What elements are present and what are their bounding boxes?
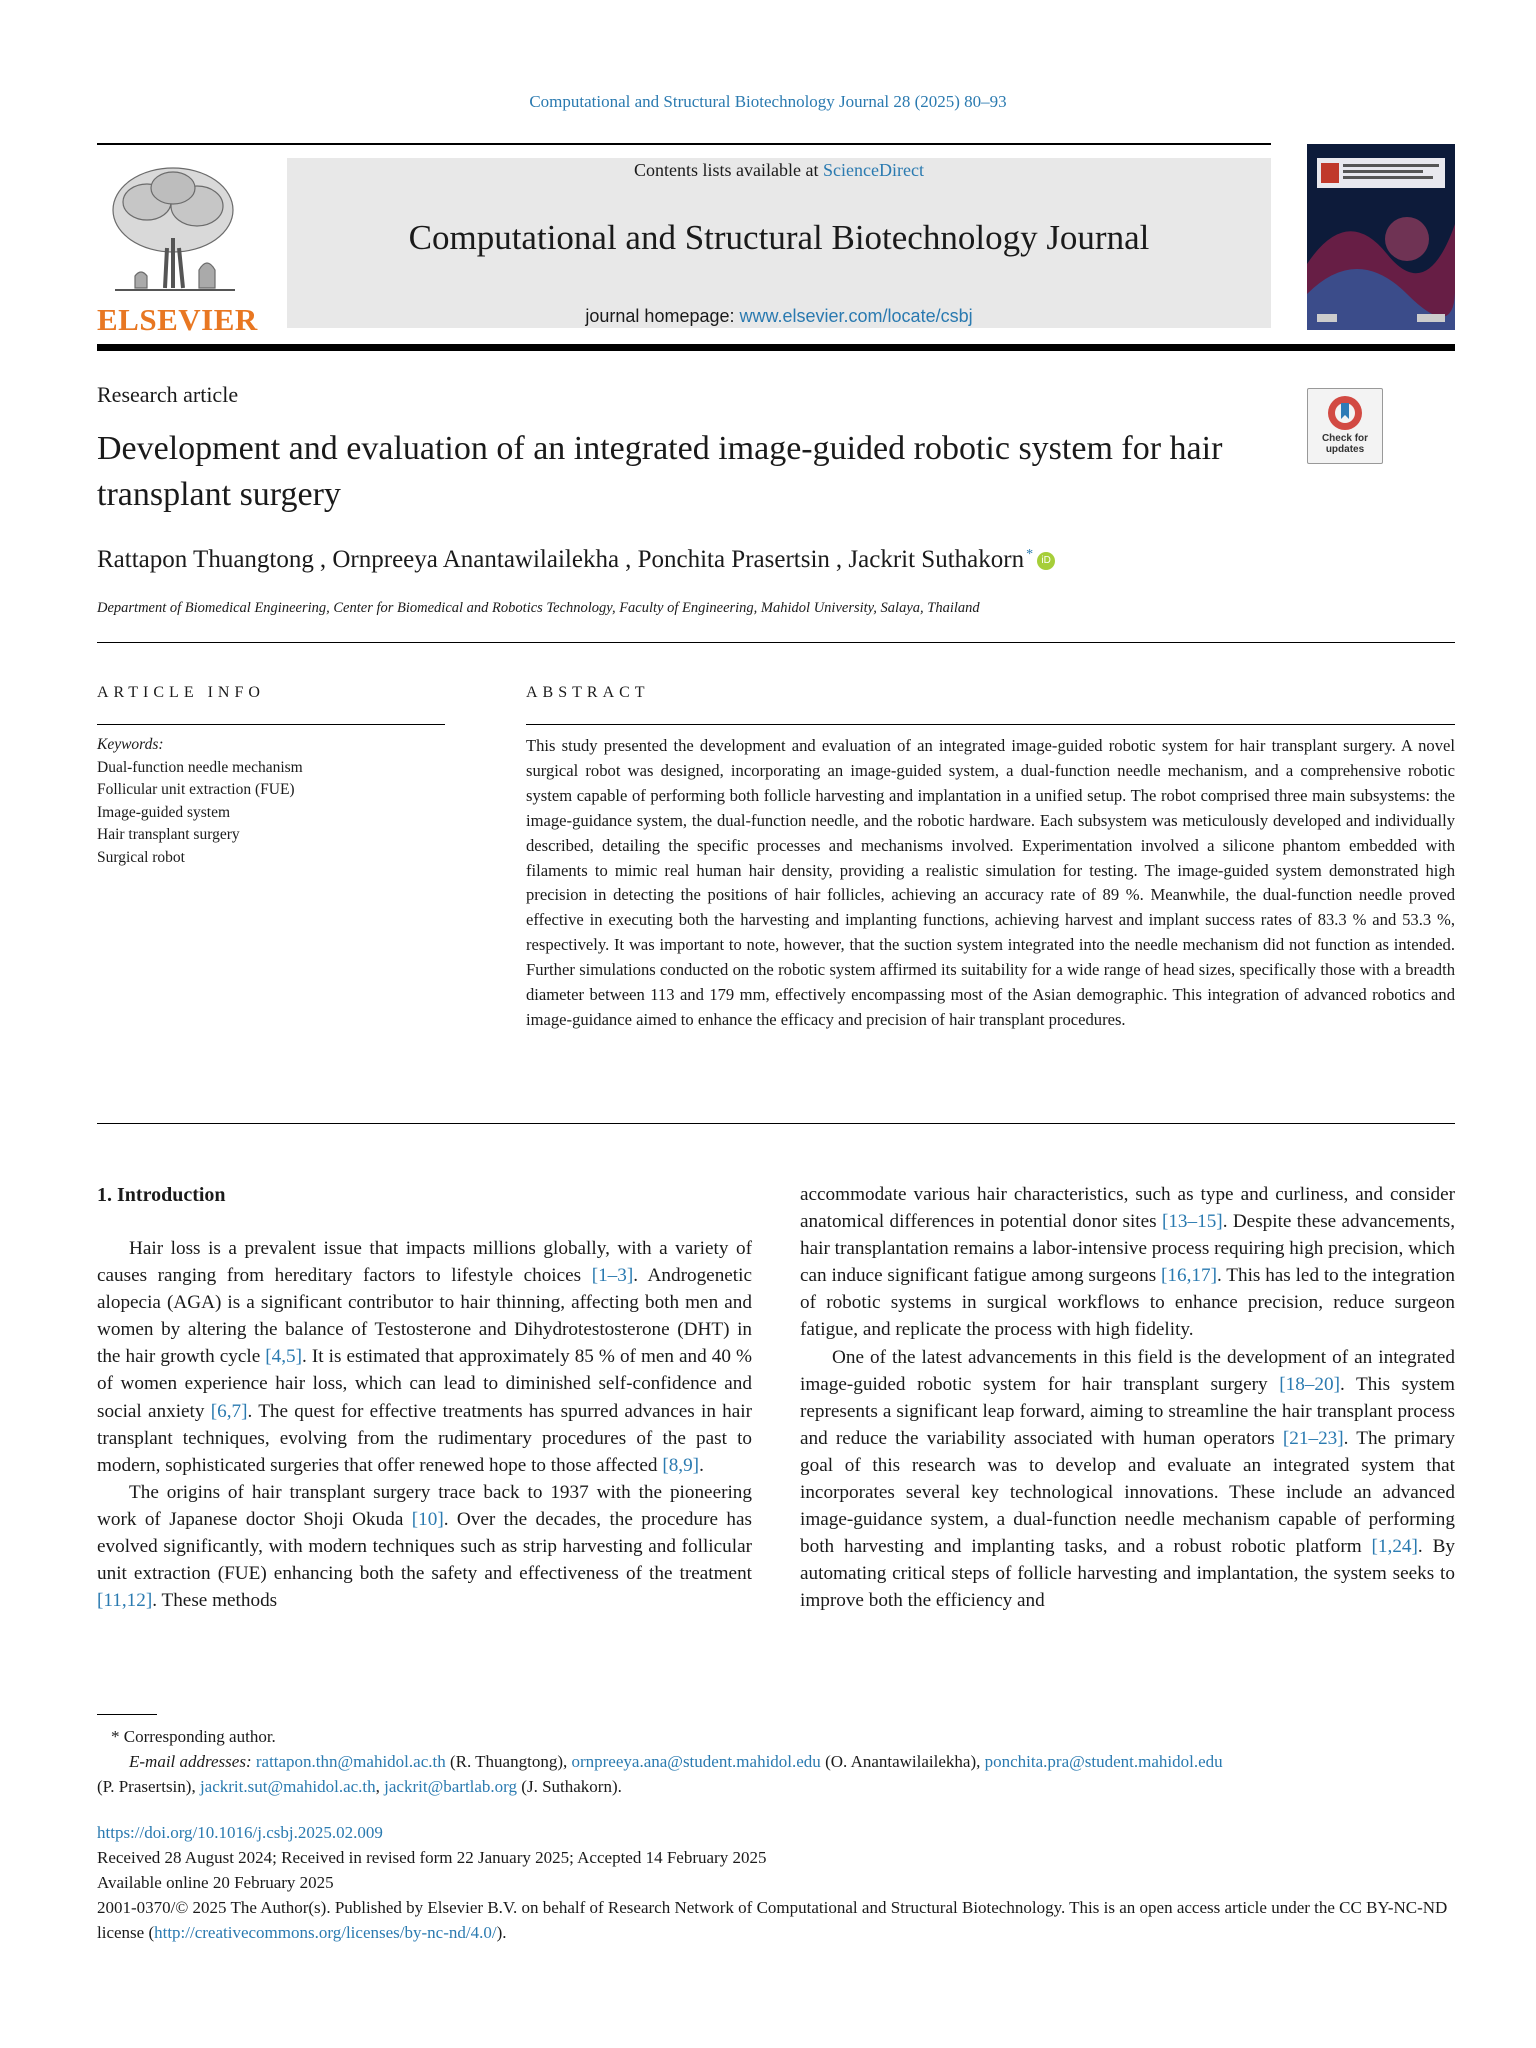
keyword-item: Image-guided system — [97, 803, 231, 821]
crossmark-icon — [1308, 389, 1382, 433]
abstract-bottom-rule — [97, 1123, 1455, 1124]
author-name[interactable]: Ponchita Prasertsin — [637, 546, 830, 573]
abstract-text: This study presented the development and evaluation of an integrated image-guided robotic system for hair transplant surgery. A novel surgical robot was designed, incorporating an image-guided system, a dual-function needle mechanism, and a comprehensive robotic system capable of performing both follicle harvesting and implantation in a unified setup. The robot comprised three main subsystems: the image-guidance system, the dual-function needle, and the robotic hardware. Each subsystem was meticulously developed and individually described, detailing the specific processes and mechanisms involved. Experimentation involved a silicone phantom embedded with filaments to mimic real human hair density, providing a realistic simulation for testing. The image-guided system demonstrated high precision in detecting the positions of hair follicles, achieving an accuracy rate of 89 %. Meanwhile, the dual-function needle proved effective in executing both the harvesting and implanting functions, achieving harvest and implant success rates of 83.3 % and 53.3 %, respectively. It was important to note, however, that the suction system integrated into the needle mechanism did not function as intended. Further simulations conducted on the robotic system affirmed its suitability for a wide range of head sizes, specifically those with a breadth diameter between 113 and 179 mm, effectively encompassing most of the Asian demographic. This integration of advanced robotics and image-guidance aimed to enhance the efficacy and precision of hair transplant procedures. — [526, 736, 1455, 1029]
received-dates: Received 28 August 2024; Received in revised form 22 January 2025; Accepted 14 February 2025 — [97, 1848, 767, 1867]
orcid-icon[interactable]: iD — [1037, 552, 1055, 570]
publication-info — [97, 1820, 1457, 1945]
abstract-rule — [526, 724, 1455, 725]
article-info-rule — [97, 724, 445, 725]
abstract-heading: ABSTRACT — [526, 684, 650, 701]
citation-link[interactable]: [21–23] — [1282, 1427, 1344, 1449]
license-statement: 2001-0370/© 2025 The Author(s). Published by Elsevier B.V. on behalf of Research Network of Computational and Structural Biotechnology. This is an open access article under the CC BY-NC-ND license (http://creativecommons.org/licenses/by-nc-nd/4.0/). — [97, 1898, 1448, 1942]
journal-cover-image[interactable] — [1307, 144, 1455, 330]
citation-link[interactable]: [4,5] — [265, 1346, 303, 1368]
introduction-heading: 1. Introduction — [97, 1184, 226, 1206]
journal-citation[interactable]: Computational and Structural Biotechnology Journal 28 (2025) 80–93 — [529, 92, 1007, 111]
footnote-rule — [97, 1714, 157, 1715]
corresponding-author-note: * Corresponding author. — [111, 1727, 276, 1746]
paragraph: accommodate various hair characteristics, such as type and curliness, and consider anatomical differences in potential donor sites [13–15]. Despite these advancements, hair transplantation remains a labor-intensive process requiring high precision, which can induce significant fatigue among surgeons [16,17]. This has led to the integration of robotic systems in surgical workflows to enhance precision, reduce surgeon fatigue, and replicate the process with high fidelity. — [800, 1184, 1455, 1341]
author-affiliation: Department of Biomedical Engineering, Center for Biomedical and Robotics Technology, Faculty of Engineering, Mahidol University, Salaya, Thailand — [97, 600, 980, 616]
contents-available-line: Contents lists available at ScienceDirect — [634, 160, 924, 180]
paragraph: Hair loss is a prevalent issue that impacts millions globally, with a variety of causes ranging from hereditary factors to lifestyle choices [1–3]. Androgenetic alopecia (AGA) is a significant contributor to hair thinning, affecting both men and women by altering the balance of Testosterone and Dihydrotestosterone (DHT) in the hair growth cycle [4,5]. It is estimated that approximately 85 % of men and 40 % of women experience hair loss, which can lead to diminished self-confidence and social anxiety [6,7]. The quest for effective treatments has spurred advances in hair transplant techniques, evolving from the rudimentary procedures of the past to modern, sophisticated surgeries that offer renewed hope to those affected [8,9]. — [97, 1238, 753, 1476]
citation-link[interactable]: [1,24] — [1371, 1536, 1418, 1558]
header-top-rule — [97, 143, 1271, 145]
right-column — [800, 1181, 1455, 1615]
author-name[interactable]: Ornpreeya Anantawilailekha — [332, 546, 620, 573]
article-type: Research article — [97, 382, 239, 407]
email-link[interactable]: jackrit.sut@mahidol.ac.th — [199, 1777, 376, 1796]
email-link[interactable]: jackrit@bartlab.org — [384, 1777, 518, 1796]
citation-link[interactable]: [16,17] — [1161, 1265, 1217, 1287]
article-title: Development and evaluation of an integrated image-guided robotic system for hair transplant surgery — [97, 430, 1223, 513]
available-online-date: Available online 20 February 2025 — [97, 1873, 334, 1892]
elsevier-wordmark[interactable]: ELSEVIER — [97, 302, 258, 337]
email-link[interactable]: rattapon.thn@mahidol.ac.th — [255, 1752, 446, 1771]
doi-link[interactable]: https://doi.org/10.1016/j.csbj.2025.02.009 — [97, 1823, 383, 1842]
journal-homepage-line: journal homepage: www.elsevier.com/locate/csbj — [585, 306, 973, 326]
corresponding-author-mark[interactable]: * — [1026, 546, 1034, 562]
journal-title: Computational and Structural Biotechnology Journal — [408, 218, 1150, 257]
article-info-heading: ARTICLE INFO — [97, 684, 265, 701]
keywords-list — [97, 734, 303, 869]
email-label: E-mail addresses: — [129, 1752, 252, 1771]
sciencedirect-link[interactable]: ScienceDirect — [823, 160, 924, 180]
keywords-label: Keywords: — [97, 736, 164, 753]
citation-link[interactable]: [10] — [411, 1508, 444, 1530]
author-name[interactable]: Jackrit Suthakorn — [848, 546, 1025, 573]
corresponding-author-footnote: * Corresponding author. E-mail addresses: rattapon.thn@mahidol.ac.th (R. Thuangtong), ornpreeya.ana@student.mahidol.edu (O. Anantawilailekha), ponchita.pra@student.mahidol.edu (P. Prasertsin), jackrit.sut@mahidol.ac.th, jackrit@bartlab.org (J. Suthakorn). — [97, 1724, 1457, 1799]
citation-link[interactable]: [6,7] — [210, 1400, 248, 1422]
check-for-updates-badge[interactable] — [1307, 388, 1383, 464]
left-column — [97, 1235, 752, 1614]
keyword-item: Follicular unit extraction (FUE) — [97, 781, 295, 798]
author-name[interactable]: Rattapon Thuangtong — [97, 546, 314, 573]
citation-link[interactable]: [8,9] — [662, 1454, 700, 1476]
citation-link[interactable]: [11,12] — [97, 1590, 153, 1612]
email-link[interactable]: ornpreeya.ana@student.mahidol.edu — [571, 1752, 821, 1771]
author-list: Rattapon Thuangtong , Ornpreeya Anantawilailekha , Ponchita Prasertsin , Jackrit Suthakorn * iD — [97, 546, 1055, 574]
citation-link[interactable]: [1–3] — [591, 1265, 634, 1287]
keyword-item: Surgical robot — [97, 848, 185, 866]
affiliation-rule — [97, 642, 1455, 643]
paragraph: The origins of hair transplant surgery trace back to 1937 with the pioneering work of Japanese doctor Shoji Okuda [10]. Over the decades, the procedure has evolved significantly, with modern techniques such as strip harvesting and follicular unit extraction (FUE) enhancing both the safety and effectiveness of the treatment [11,12]. These methods — [97, 1481, 752, 1612]
email-link[interactable]: ponchita.pra@student.mahidol.edu — [984, 1752, 1223, 1771]
license-link[interactable]: http://creativecommons.org/licenses/by-nc-nd/4.0/ — [154, 1923, 497, 1942]
keyword-item: Dual-function needle mechanism — [97, 758, 303, 776]
keyword-item: Hair transplant surgery — [97, 826, 240, 843]
header-bottom-rule — [97, 344, 1455, 351]
journal-homepage-link[interactable]: www.elsevier.com/locate/csbj — [739, 306, 973, 326]
crossmark-label: Check for updates — [1321, 433, 1369, 455]
citation-link[interactable]: [18–20] — [1279, 1373, 1340, 1395]
paragraph: One of the latest advancements in this field is the development of an integrated image-guided robotic system for hair transplant surgery [18–20]. This system represents a significant leap forward, aiming to streamline the hair transplant process and reduce the variability associated with human operators [21–23]. The primary goal of this research was to develop and evaluate an integrated system that incorporates several key technological innovations. These include an advanced image-guidance system, a dual-function needle mechanism capable of performing both harvesting and implanting tasks, and a robust robotic platform [1,24]. By automating critical steps of follicle harvesting and implantation, the system seeks to improve both the efficiency and — [800, 1346, 1455, 1612]
citation-link[interactable]: [13–15] — [1161, 1211, 1223, 1233]
